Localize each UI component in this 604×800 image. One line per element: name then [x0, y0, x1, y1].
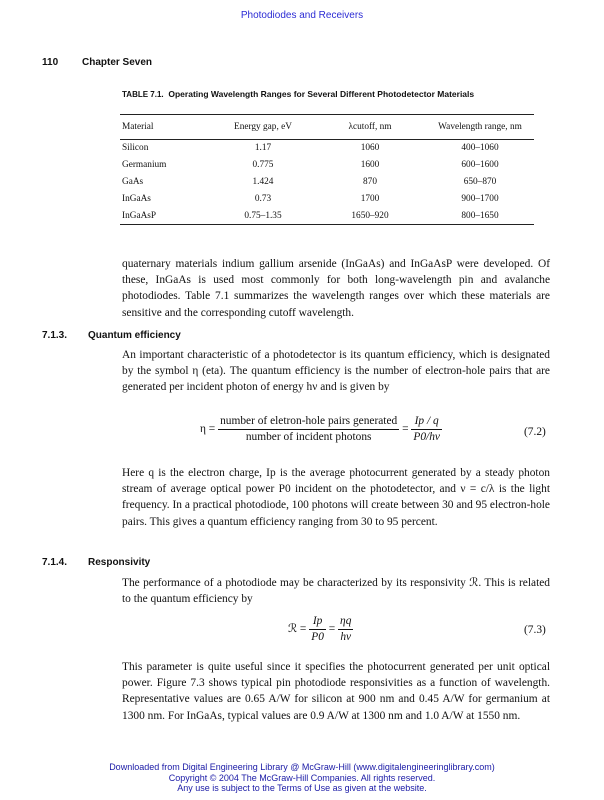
section-number: 7.1.3. [42, 330, 68, 341]
equation-numerator: Ip / q [411, 414, 442, 430]
equation-equals: = [328, 623, 336, 636]
table-rule-top [120, 114, 534, 115]
equation-number: (7.3) [524, 624, 546, 636]
table-row [120, 143, 534, 157]
section-heading [42, 557, 150, 568]
table-header: Wavelength range, nm [438, 122, 522, 132]
equation-denominator: P0 [311, 631, 324, 643]
table-header: Energy gap, eV [234, 122, 292, 132]
equation-fraction [218, 414, 399, 445]
table-cell: Germanium [122, 160, 167, 170]
table-cell: 800–1650 [461, 211, 499, 221]
section-title: Responsivity [88, 557, 151, 568]
table-rule-bottom [120, 224, 534, 225]
table-cell: 1.424 [252, 177, 274, 187]
table-cell: InGaAs [122, 194, 151, 204]
footer-download-link[interactable]: Downloaded from Digital Engineering Library @ McGraw-Hill (www.digitalengineeringlibrary.com) [109, 762, 495, 772]
section-heading [42, 330, 181, 341]
equation-denominator: P0/hν [413, 431, 440, 443]
table-cell: GaAs [122, 177, 144, 187]
equation-numerator: Ip [309, 614, 326, 630]
table-cell: Silicon [122, 143, 149, 153]
body-paragraph: Here q is the electron charge, Ip is the average photocurrent generated by a steady photon stream of average optical power P0 incident on the photodetector, and ν = c/λ is the light frequency. In a practical photodiode, 100 photons will create between 30 and 95 electron-hole pairs. This gives a quantum efficiency ranging from 30 to 95 percent. [122, 467, 550, 528]
body-paragraph: An important characteristic of a photodetector is its quantum efficiency, which is designated by the symbol η (eta). The quantum efficiency is the number of electron-hole pairs that are generated per incident photon of energy hν and is given by [122, 349, 550, 394]
page-banner: Photodiodes and Receivers [240, 10, 364, 21]
equation-7-2 [200, 414, 442, 445]
body-paragraph: quaternary materials indium gallium arsenide (InGaAs) and InGaAsP were developed. Of these, InGaAs is used most commonly for both long-wavelength pin and avalanche photodiodes. Table 7.1 summarizes the wavelength ranges over which these materials are sensitive and the corresponding cutoff wavelength. [122, 258, 550, 319]
equation-equals: = [402, 423, 409, 436]
table-cell: 1650–920 [351, 211, 389, 221]
footer-copyright: Copyright © 2004 The McGraw-Hill Companies. All rights reserved. [168, 772, 436, 783]
table-row [120, 177, 534, 191]
table-cell: InGaAsP [122, 211, 157, 221]
table-header: λcutoff, nm [348, 122, 392, 132]
running-head [42, 57, 152, 68]
section-title: Quantum efficiency [88, 330, 181, 341]
table-caption [122, 89, 522, 100]
table-rule-mid [120, 139, 534, 140]
table-cell: 600–1600 [461, 160, 499, 170]
table-cell: 870 [363, 177, 377, 187]
table-cell: 900–1700 [461, 194, 499, 204]
table-label: TABLE 7.1. [122, 90, 164, 99]
equation-numerator: number of eletron-hole pairs generated [218, 414, 399, 430]
table-cell: 400–1060 [461, 143, 499, 153]
section-number: 7.1.4. [42, 557, 68, 568]
table-row [120, 194, 534, 208]
table-title: Operating Wavelength Ranges for Several Different Photodetector Materials [168, 89, 475, 99]
table-cell: 0.73 [254, 194, 272, 204]
equation-lhs: ℛ = [288, 623, 307, 636]
equation-denominator: hν [340, 631, 352, 643]
table-cell: 1600 [360, 160, 380, 170]
table-cell: 0.75–1.35 [244, 211, 282, 221]
body-paragraph: The performance of a photodiode may be characterized by its responsivity ℛ. This is related to the quantum efficiency by [122, 577, 550, 606]
table-cell: 1060 [360, 143, 380, 153]
equation-7-3 [288, 614, 353, 645]
chapter-title: Chapter Seven [82, 57, 153, 68]
equation-lhs: η = [200, 423, 216, 436]
page-footer [0, 762, 604, 794]
equation-fraction [338, 614, 353, 645]
table-header-row [120, 122, 534, 136]
footer-terms: Any use is subject to the Terms of Use as given at the website. [177, 783, 427, 793]
table-cell: 650–870 [463, 177, 497, 187]
equation-fraction [309, 614, 326, 645]
equation-numerator: ηq [338, 614, 353, 630]
equation-number: (7.2) [524, 426, 546, 438]
table-header: Material [122, 122, 154, 132]
table-cell: 0.775 [252, 160, 274, 170]
table-row [120, 211, 534, 225]
table-cell: 1.17 [254, 143, 272, 153]
table-cell: 1700 [360, 194, 380, 204]
equation-denominator: number of incident photons [245, 431, 372, 443]
table-row [120, 160, 534, 174]
equation-fraction [411, 414, 442, 445]
body-paragraph: This parameter is quite useful since it specifies the photocurrent generated per unit optical power. Figure 7.3 shows typical pin photodiode responsivities as a function of wavelength. Representative values are 0.65 A/W for silicon at 900 nm and 0.45 A/W for germanium at 1300 nm. For InGaAs, typical values are 0.9 A/W at 1300 nm and 1.0 A/W at 1550 nm. [122, 661, 550, 722]
page-number: 110 [42, 57, 59, 68]
